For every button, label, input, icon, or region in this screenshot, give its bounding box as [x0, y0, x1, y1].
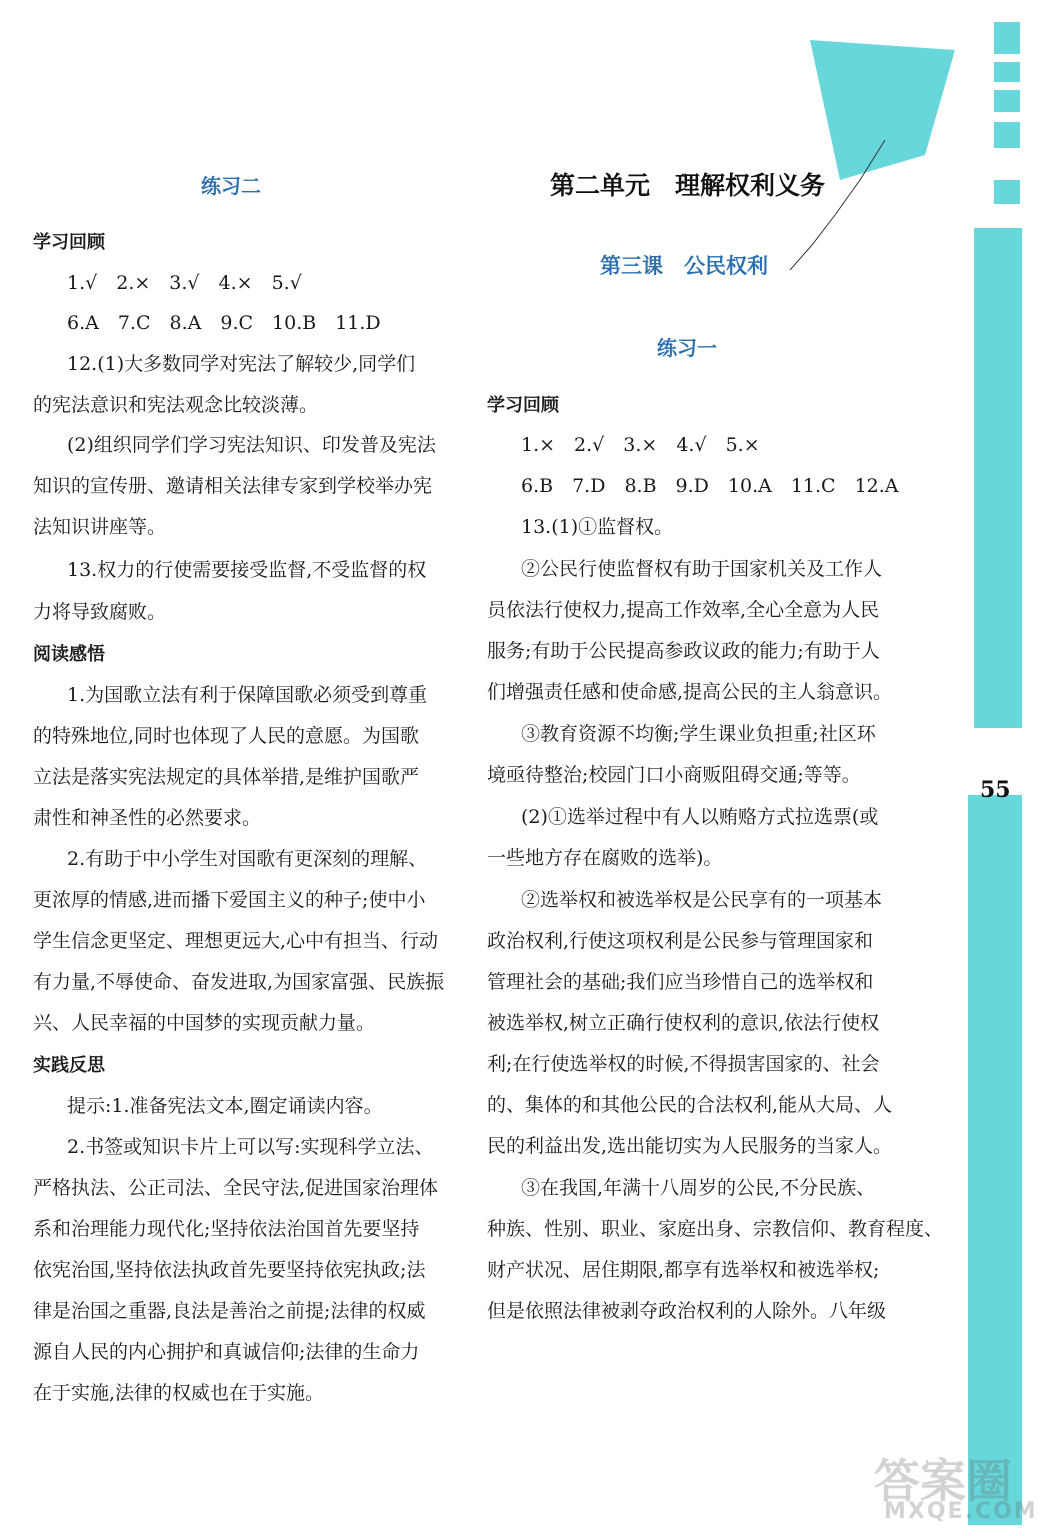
text-line: ③在我国,年满十八周岁的公民,不分民族、 — [521, 1177, 876, 1199]
text-line: 源自人民的内心拥护和真诚信仰;法律的生命力 — [33, 1341, 420, 1363]
section-heading: 学习回顾 — [33, 232, 105, 253]
text-line: 的特殊地位,同时也体现了人民的意愿。为国歌 — [33, 725, 420, 747]
text-line: 有力量,不辱使命、奋发进取,为国家富强、民族振 — [33, 971, 445, 993]
text-line: 13.权力的行使需要接受监督,不受监督的权 — [67, 559, 427, 581]
section-heading: 阅读感悟 — [33, 644, 105, 665]
text-line: 1.为国歌立法有利于保障国歌必须受到尊重 — [67, 684, 428, 706]
text-line: 员依法行使权力,提高工作效率,全心全意为人民 — [487, 599, 880, 621]
exercise-title-1: 练习一 — [657, 336, 717, 360]
text-line: 6.A 7.C 8.A 9.C 10.B 11.D — [67, 312, 381, 334]
lesson-title: 第三课 公民权利 — [600, 253, 768, 278]
text-line: 1.× 2.√ 3.× 4.√ 5.× — [521, 434, 760, 456]
text-line: 民的利益出发,选出能切实为人民服务的当家人。 — [487, 1135, 893, 1157]
text-line: (2)组织同学们学习宪法知识、印发普及宪法 — [67, 434, 436, 456]
text-line: 严格执法、公正司法、全民守法,促进国家治理体 — [33, 1177, 439, 1199]
text-line: 但是依照法律被剥夺政治权利的人除外。八年级 — [487, 1300, 887, 1322]
exercise-title-2: 练习二 — [201, 174, 261, 198]
text-line: 系和治理能力现代化;坚持依法治国首先要坚持 — [33, 1218, 420, 1240]
text-line: 一些地方存在腐败的选举)。 — [487, 847, 723, 869]
text-line: 种族、性别、职业、家庭出身、宗教信仰、教育程度、 — [487, 1218, 944, 1240]
text-line: 知识的宣传册、邀请相关法律专家到学校举办宪 — [33, 475, 433, 497]
text-line: 们增强责任感和使命感,提高公民的主人翁意识。 — [487, 681, 893, 703]
text-line: 1.√ 2.× 3.√ 4.× 5.√ — [67, 272, 302, 294]
text-line: 力将导致腐败。 — [33, 601, 167, 623]
side-band-top-1 — [994, 22, 1020, 54]
text-line: 在于实施,法律的权威也在于实施。 — [33, 1382, 325, 1404]
text-line: 的、集体的和其他公民的合法权利,能从大局、人 — [487, 1094, 893, 1116]
side-band-top-4 — [994, 122, 1020, 148]
watermark-text: 答案圈 — [874, 1454, 1012, 1508]
text-line: 法知识讲座等。 — [33, 516, 167, 538]
text-line: 利;在行使选举权的时候,不得损害国家的、社会 — [487, 1053, 880, 1075]
text-line: 提示:1.准备宪法文本,圈定诵读内容。 — [67, 1095, 383, 1117]
text-line: 政治权利,行使这项权利是公民参与管理国家和 — [487, 930, 874, 952]
text-line: 的宪法意识和宪法观念比较淡薄。 — [33, 394, 319, 416]
text-line: ②公民行使监督权有助于国家机关及工作人 — [521, 558, 883, 580]
text-line: 2.有助于中小学生对国歌有更深刻的理解、 — [67, 848, 428, 870]
text-line: 2.书签或知识卡片上可以写:实现科学立法、 — [67, 1136, 434, 1158]
text-line: 财产状况、居住期限,都享有选举权和被选举权; — [487, 1259, 880, 1281]
text-line: ③教育资源不均衡;学生课业负担重;社区环 — [521, 723, 876, 745]
text-line: 管理社会的基础;我们应当珍惜自己的选举权和 — [487, 971, 874, 993]
text-line: 更浓厚的情感,进而播下爱国主义的种子;使中小 — [33, 889, 426, 911]
text-line: 6.B 7.D 8.B 9.D 10.A 11.C 12.A — [521, 475, 899, 497]
side-band-top-2 — [994, 62, 1020, 82]
text-line: 肃性和神圣性的必然要求。 — [33, 807, 262, 829]
text-line: 学生信念更坚定、理想更远大,心中有担当、行动 — [33, 930, 439, 952]
text-line: 立法是落实宪法规定的具体举措,是维护国歌严 — [33, 766, 420, 788]
text-line: 服务;有助于公民提高参政议政的能力;有助于人 — [487, 640, 880, 662]
text-line: 律是治国之重器,良法是善治之前提;法律的权威 — [33, 1300, 426, 1322]
text-line: ②选举权和被选举权是公民享有的一项基本 — [521, 889, 883, 911]
watermark — [862, 1445, 1037, 1531]
page-number: 55 — [980, 777, 1011, 803]
text-line: 13.(1)①监督权。 — [521, 516, 674, 538]
text-line: 12.(1)大多数同学对宪法了解较少,同学们 — [67, 353, 416, 375]
section-heading: 实践反思 — [33, 1055, 105, 1076]
section-heading: 学习回顾 — [487, 395, 559, 416]
kite-decoration — [760, 30, 990, 290]
text-line: 被选举权,树立正确行使权利的意识,依法行使权 — [487, 1012, 880, 1034]
unit-title: 第二单元 理解权利义务 — [550, 171, 826, 200]
text-line: (2)①选举过程中有人以贿赂方式拉选票(或 — [521, 806, 879, 828]
watermark-url: MXQE.COM — [884, 1499, 1038, 1524]
side-band-lower — [968, 795, 1022, 1525]
text-line: 境亟待整治;校园门口小商贩阻碍交通;等等。 — [487, 764, 861, 786]
text-line: 依宪治国,坚持依法执政首先要坚持依宪执政;法 — [33, 1259, 426, 1281]
side-band-top-5 — [994, 180, 1020, 204]
text-line: 兴、人民幸福的中国梦的实现贡献力量。 — [33, 1012, 376, 1034]
side-band-upper — [974, 228, 1022, 728]
side-band-top-3 — [994, 90, 1020, 112]
